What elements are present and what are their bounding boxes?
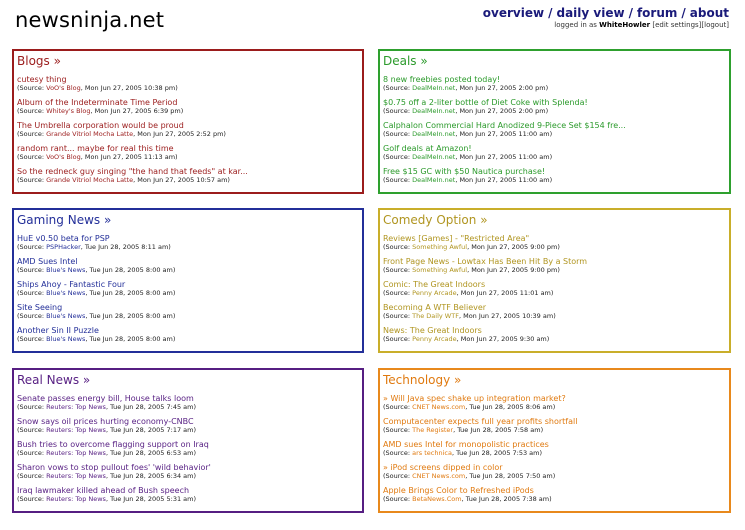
news-item [383, 234, 729, 251]
news-item-date: , Mon Jun 27, 2005 10:57 am) [133, 177, 230, 184]
source-name-link[interactable]: Reuters: Top News [46, 427, 106, 434]
source-prefix: (Source: [383, 131, 411, 138]
news-item-date: , Tue Jun 28, 2005 8:00 am) [85, 290, 176, 297]
source-prefix: (Source: [17, 404, 45, 411]
news-item [383, 486, 729, 503]
source-name-link[interactable]: Reuters: Top News [46, 496, 106, 503]
source-name-link[interactable]: PSPHacker [46, 244, 81, 251]
news-item [383, 98, 729, 115]
source-name-link[interactable]: Reuters: Top News [46, 404, 106, 411]
news-item-date: , Mon Jun 27, 2005 11:01 am) [456, 290, 554, 297]
blogs-panel-title-link[interactable]: Blogs » [17, 54, 61, 68]
news-item-source-line [17, 154, 362, 161]
comedy-panel-title-link[interactable]: Comedy Option » [383, 213, 488, 227]
news-item-source-line [17, 427, 362, 434]
source-name-link[interactable]: Penny Arcade [412, 336, 457, 343]
news-item-title-link[interactable]: The Umbrella corporation would be proud [17, 121, 184, 130]
source-name-link[interactable]: DealMeIn.net [412, 85, 456, 92]
news-item [17, 417, 362, 434]
news-item-title-link[interactable]: Reviews [Games] - "Restricted Area" [383, 234, 530, 243]
news-item [17, 234, 362, 251]
real-news-panel [12, 368, 364, 513]
news-item [383, 75, 729, 92]
news-item-source-line [383, 473, 729, 480]
news-item-source-line [17, 177, 362, 184]
source-name-link[interactable]: DealMeIn.net [412, 154, 456, 161]
source-prefix: (Source: [383, 336, 411, 343]
news-item-title-link[interactable]: Calphalon Commercial Hard Anodized 9-Piece Set $154 fre... [383, 121, 626, 130]
news-item [383, 303, 729, 320]
source-name-link[interactable]: Blue's News [46, 267, 86, 274]
news-item-title-link[interactable]: Album of the Indeterminate Time Period [17, 98, 178, 107]
news-item [17, 98, 362, 115]
source-name-link[interactable]: BetaNews.Com [412, 496, 462, 503]
news-item-source-line [383, 336, 729, 343]
source-name-link[interactable]: Something Awful [412, 267, 468, 274]
edit-settings-link[interactable]: [edit settings] [652, 21, 702, 29]
source-prefix: (Source: [17, 496, 45, 503]
news-item [383, 144, 729, 161]
news-item-source-line [17, 85, 362, 92]
news-item [383, 257, 729, 274]
news-item-title-link[interactable]: Sharon vows to stop pullout foes' 'wild behavior' [17, 463, 211, 472]
source-prefix: (Source: [17, 267, 45, 274]
news-item-source-line [383, 427, 729, 434]
news-item-title-link[interactable]: 8 new freebies posted today! [383, 75, 501, 84]
news-item-title-link[interactable]: AMD Sues Intel [17, 257, 78, 266]
news-item [383, 394, 729, 411]
news-item [17, 486, 362, 503]
news-item-date: , Tue Jun 28, 2005 8:11 am) [80, 244, 171, 251]
news-item-date: , Mon Jun 27, 2005 9:30 am) [456, 336, 550, 343]
news-item-source-line [17, 336, 362, 343]
news-item-date: , Mon Jun 27, 2005 10:39 am) [458, 313, 556, 320]
news-item-date: , Tue Jun 28, 2005 8:06 am) [465, 404, 556, 411]
site-title[interactable]: newsninja.net [15, 8, 165, 32]
news-item-date: , Tue Jun 28, 2005 7:50 am) [465, 473, 556, 480]
deals-panel-title-link[interactable]: Deals » [383, 54, 428, 68]
news-item [17, 394, 362, 411]
real-panel-title-link[interactable]: Real News » [17, 373, 91, 387]
source-prefix: (Source: [383, 473, 411, 480]
nav-separator: / [681, 6, 686, 20]
news-item-title-link[interactable]: Front Page News - Lowtax Has Been Hit By a Storm [383, 257, 588, 266]
source-prefix: (Source: [17, 450, 45, 457]
source-name-link[interactable]: Grande Vitriol Mocha Latte [46, 131, 134, 138]
source-prefix: (Source: [17, 154, 45, 161]
news-item [17, 75, 362, 92]
news-item-source-line [17, 267, 362, 274]
news-item [383, 280, 729, 297]
news-item-source-line [383, 496, 729, 503]
logout-link[interactable]: [logout] [701, 21, 729, 29]
news-item-title-link[interactable]: Computacenter expects full year profits shortfall [383, 417, 578, 426]
source-name-link[interactable]: Whitey's Blog [46, 108, 91, 115]
news-item-date: , Mon Jun 27, 2005 9:00 pm) [467, 244, 560, 251]
news-item [383, 417, 729, 434]
news-item-source-line [383, 244, 729, 251]
news-item-date: , Mon Jun 27, 2005 11:00 am) [455, 177, 553, 184]
news-item-source-line [17, 450, 362, 457]
news-item-source-line [17, 496, 362, 503]
login-status [554, 21, 729, 29]
news-item-date: , Mon Jun 27, 2005 6:39 pm) [90, 108, 184, 115]
source-prefix: (Source: [383, 267, 411, 274]
news-item-source-line [383, 313, 729, 320]
news-item-title-link[interactable]: » iPod screens dipped in color [383, 463, 503, 472]
news-item [383, 326, 729, 343]
news-item-date: , Mon Jun 27, 2005 11:00 am) [455, 131, 553, 138]
source-prefix: (Source: [17, 336, 45, 343]
source-prefix: (Source: [383, 404, 411, 411]
news-item-date: , Tue Jun 28, 2005 6:53 am) [105, 450, 197, 457]
news-item-date: , Mon Jun 27, 2005 11:00 am) [455, 154, 553, 161]
source-prefix: (Source: [383, 313, 411, 320]
news-item-date: , Mon Jun 27, 2005 9:00 pm) [467, 267, 560, 274]
source-prefix: (Source: [17, 473, 45, 480]
news-item-title-link[interactable]: Golf deals at Amazon! [383, 144, 472, 153]
news-item-title-link[interactable]: News: The Great Indoors [383, 326, 482, 335]
news-item-title-link[interactable]: Senate passes energy bill, House talks loom [17, 394, 194, 403]
gaming-panel-title-link[interactable]: Gaming News » [17, 213, 112, 227]
gaming-news-panel [12, 208, 364, 353]
source-name-link[interactable]: Reuters: Top News [46, 450, 106, 457]
news-item-title-link[interactable]: Iraq lawmaker killed ahead of Bush speech [17, 486, 190, 495]
source-prefix: (Source: [383, 177, 411, 184]
news-item-date: , Tue Jun 28, 2005 7:17 am) [105, 427, 197, 434]
source-prefix: (Source: [383, 154, 411, 161]
news-item-date: , Tue Jun 28, 2005 6:34 am) [105, 473, 197, 480]
source-name-link[interactable]: Blue's News [46, 313, 86, 320]
source-name-link[interactable]: Blue's News [46, 290, 86, 297]
source-prefix: (Source: [17, 290, 45, 297]
news-item-title-link[interactable]: random rant... maybe for real this time [17, 144, 174, 153]
source-name-link[interactable]: DealMeIn.net [412, 108, 456, 115]
source-prefix: (Source: [17, 427, 45, 434]
news-item-source-line [383, 85, 729, 92]
news-item-title-link[interactable]: Another Sin II Puzzle [17, 326, 99, 335]
source-prefix: (Source: [383, 244, 411, 251]
news-item-source-line [17, 290, 362, 297]
news-item [17, 144, 362, 161]
news-item-title-link[interactable]: So the redneck guy singing "the hand that feeds" at kar... [17, 167, 248, 176]
news-item-date: , Mon Jun 27, 2005 2:00 pm) [455, 85, 549, 92]
news-item-date: , Tue Jun 28, 2005 7:53 am) [451, 450, 543, 457]
blogs-panel [12, 49, 364, 194]
technology-panel [378, 368, 731, 513]
news-item-source-line [383, 450, 729, 457]
nav-overview-link[interactable]: overview [482, 6, 545, 20]
news-item-date: , Mon Jun 27, 2005 2:52 pm) [133, 131, 226, 138]
nav-separator: / [548, 6, 553, 20]
news-item-source-line [17, 244, 362, 251]
username: WhiteHowler [599, 21, 651, 29]
source-prefix: (Source: [17, 244, 45, 251]
news-item [17, 121, 362, 138]
source-prefix: (Source: [17, 177, 45, 184]
news-item [383, 167, 729, 184]
news-item-title-link[interactable]: Site Seeing [17, 303, 63, 312]
news-item-date: , Tue Jun 28, 2005 8:00 am) [85, 313, 176, 320]
source-prefix: (Source: [17, 108, 45, 115]
top-nav [483, 6, 729, 20]
deals-panel [378, 49, 731, 194]
source-name-link[interactable]: CNET News.com [412, 404, 466, 411]
news-item-source-line [17, 313, 362, 320]
news-item-title-link[interactable]: Comic: The Great Indoors [383, 280, 486, 289]
news-item-source-line [17, 473, 362, 480]
source-prefix: (Source: [383, 108, 411, 115]
source-name-link[interactable]: Something Awful [412, 244, 468, 251]
source-name-link[interactable]: The Daily WTF [412, 313, 459, 320]
news-item-source-line [383, 177, 729, 184]
news-item-date: , Tue Jun 28, 2005 7:38 am) [461, 496, 552, 503]
news-item [17, 463, 362, 480]
news-item [17, 326, 362, 343]
news-item-date: , Mon Jun 27, 2005 11:13 am) [80, 154, 178, 161]
nav-forum-link[interactable]: forum [636, 6, 678, 20]
news-item-title-link[interactable]: Free $15 GC with $50 Nautica purchase! [383, 167, 546, 176]
news-item-title-link[interactable]: AMD sues Intel for monopolistic practices [383, 440, 549, 449]
news-item-source-line [383, 404, 729, 411]
source-name-link[interactable]: Blue's News [46, 336, 86, 343]
news-item-title-link[interactable]: Snow says oil prices hurting economy-CNBC [17, 417, 194, 426]
news-item-title-link[interactable]: Ships Ahoy - Fantastic Four [17, 280, 126, 289]
news-item-source-line [383, 154, 729, 161]
source-name-link[interactable]: VoO's Blog [46, 85, 81, 92]
news-item [383, 121, 729, 138]
news-item [17, 303, 362, 320]
news-item-date: , Mon Jun 27, 2005 2:00 pm) [455, 108, 549, 115]
source-name-link[interactable]: Grande Vitriol Mocha Latte [46, 177, 134, 184]
news-item-date: , Tue Jun 28, 2005 8:00 am) [85, 267, 176, 274]
comedy-option-panel [378, 208, 731, 353]
source-prefix: (Source: [17, 85, 45, 92]
source-prefix: (Source: [383, 85, 411, 92]
tech-panel-title-link[interactable]: Technology » [383, 373, 462, 387]
news-item [17, 440, 362, 457]
source-name-link[interactable]: ars technica [412, 450, 452, 457]
nav-separator: / [628, 6, 633, 20]
news-item-title-link[interactable]: Apple Brings Color to Refreshed iPods [383, 486, 534, 495]
source-name-link[interactable]: DealMeIn.net [412, 131, 456, 138]
news-item-source-line [383, 108, 729, 115]
news-item-date: , Tue Jun 28, 2005 7:45 am) [105, 404, 197, 411]
news-item [17, 257, 362, 274]
news-item-date: , Mon Jun 27, 2005 10:38 pm) [80, 85, 178, 92]
source-name-link[interactable]: CNET News.com [412, 473, 466, 480]
news-item-source-line [17, 108, 362, 115]
source-prefix: (Source: [17, 313, 45, 320]
source-prefix: (Source: [383, 496, 411, 503]
nav-daily-view-link[interactable]: daily view [556, 6, 625, 20]
source-name-link[interactable]: Penny Arcade [412, 290, 457, 297]
source-name-link[interactable]: The Register [412, 427, 454, 434]
source-prefix: (Source: [383, 450, 411, 457]
news-item-source-line [17, 131, 362, 138]
source-name-link[interactable]: VoO's Blog [46, 154, 81, 161]
news-item-source-line [383, 267, 729, 274]
news-item-title-link[interactable]: $0.75 off a 2-liter bottle of Diet Coke with Splenda! [383, 98, 588, 107]
news-item [383, 463, 729, 480]
source-name-link[interactable]: DealMeIn.net [412, 177, 456, 184]
login-prefix: logged in as [554, 21, 597, 29]
news-item [17, 280, 362, 297]
news-item-source-line [17, 404, 362, 411]
news-item-title-link[interactable]: Bush tries to overcome flagging support on Iraq [17, 440, 209, 449]
source-prefix: (Source: [17, 131, 45, 138]
news-item-title-link[interactable]: cutesy thing [17, 75, 67, 84]
source-name-link[interactable]: Reuters: Top News [46, 473, 106, 480]
news-item-source-line [383, 290, 729, 297]
news-item [383, 440, 729, 457]
source-prefix: (Source: [383, 427, 411, 434]
news-item-date: , Tue Jun 28, 2005 7:58 am) [453, 427, 544, 434]
news-item-date: , Tue Jun 28, 2005 5:31 am) [105, 496, 197, 503]
news-item-title-link[interactable]: Becoming A WTF Believer [383, 303, 487, 312]
news-item-date: , Tue Jun 28, 2005 8:00 am) [85, 336, 176, 343]
news-item-title-link[interactable]: HuE v0.50 beta for PSP [17, 234, 110, 243]
news-item-title-link[interactable]: » Will Java spec shake up integration market? [383, 394, 566, 403]
source-prefix: (Source: [383, 290, 411, 297]
news-item [17, 167, 362, 184]
nav-about-link[interactable]: about [689, 6, 729, 20]
news-item-source-line [383, 131, 729, 138]
